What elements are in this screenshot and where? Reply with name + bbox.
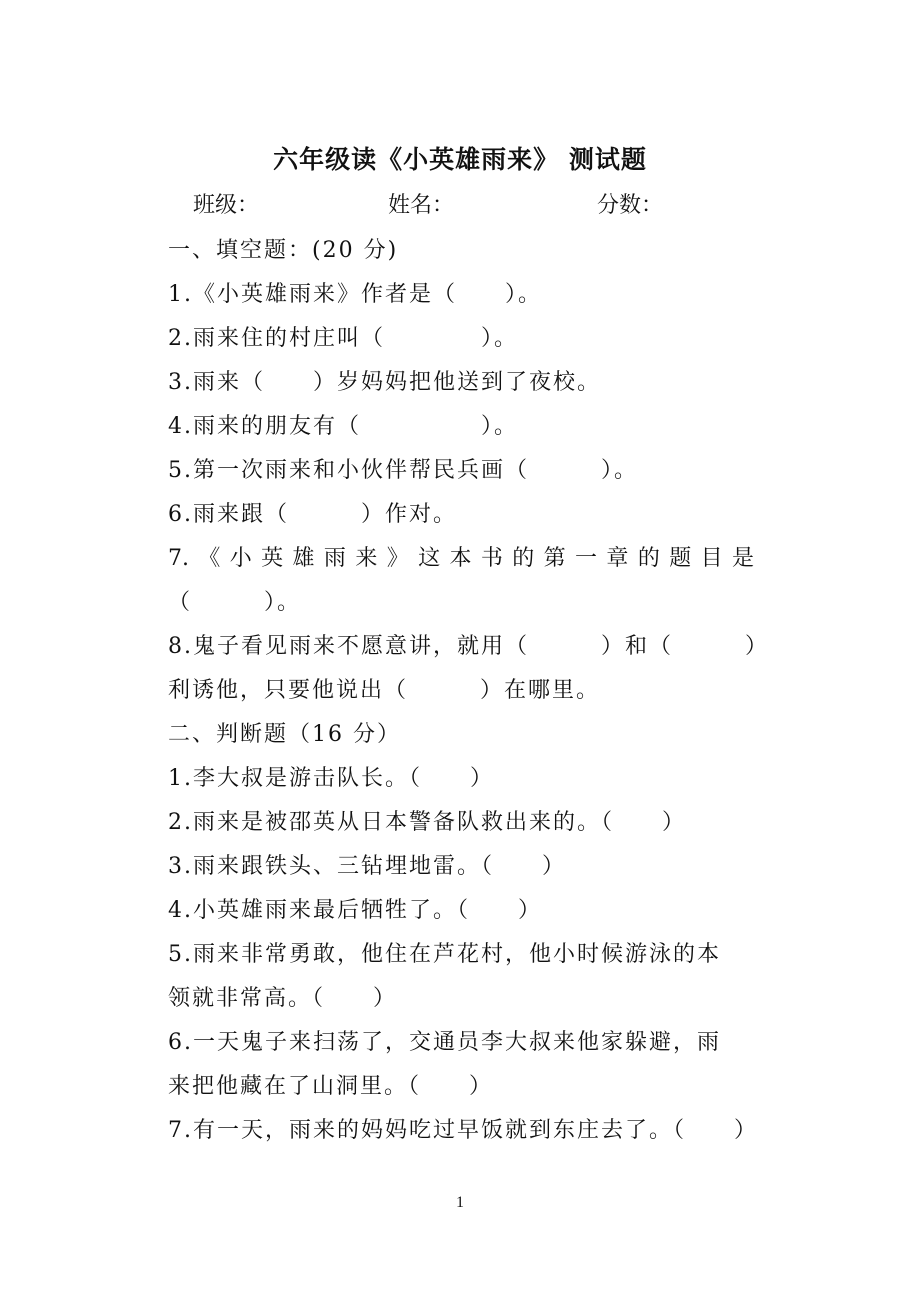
fill-question-7-continued: （ ）。 [168, 590, 302, 615]
judge-question-3: 3.雨来跟铁头、三钻埋地雷。（ ） [168, 854, 566, 879]
page-title: 六年级读《小英雄雨来》 测试题 [273, 145, 647, 174]
section-heading-true-false: 二、判断题（16 分） [168, 722, 401, 747]
name-label: 姓名： [388, 193, 455, 218]
fill-question-8: 8.鬼子看见雨来不愿意讲，就用（ ）和（ ） [168, 634, 769, 659]
judge-question-4: 4.小英雄雨来最后牺牲了。（ ） [168, 898, 542, 923]
class-label: 班级： [193, 193, 260, 218]
fill-question-7: 7.《小英雄雨来》这本书的第一章的题目是 [168, 546, 754, 571]
page-number: 1 [456, 1194, 464, 1211]
fill-question-6: 6.雨来跟（ ）作对。 [168, 502, 457, 527]
judge-question-1: 1.李大叔是游击队长。（ ） [168, 766, 494, 791]
judge-question-5: 5.雨来非常勇敢，他住在芦花村，他小时候游泳的本 [168, 942, 721, 967]
fill-question-4: 4.雨来的朋友有（ ）。 [168, 414, 518, 439]
fill-question-2: 2.雨来住的村庄叫（ ）。 [168, 326, 518, 351]
fill-question-1: 1.《小英雄雨来》作者是（ ）。 [168, 282, 542, 307]
fill-question-5: 5.第一次雨来和小伙伴帮民兵画（ ）。 [168, 458, 638, 483]
fill-question-3: 3.雨来（ ）岁妈妈把他送到了夜校。 [168, 370, 601, 395]
student-info-row [0, 188, 920, 222]
judge-question-6: 6.一天鬼子来扫荡了，交通员李大叔来他家躲避，雨 [168, 1030, 721, 1055]
judge-question-7: 7.有一天，雨来的妈妈吃过早饭就到东庄去了。（ ） [168, 1118, 758, 1143]
question-body [168, 229, 778, 1153]
judge-question-5-continued: 领就非常高。（ ） [168, 986, 398, 1011]
judge-question-6-continued: 来把他藏在了山洞里。（ ） [168, 1074, 494, 1099]
judge-question-2: 2.雨来是被邵英从日本警备队救出来的。（ ） [168, 810, 686, 835]
section-heading-fill-in: 一、填空题：(20 分) [168, 238, 399, 263]
fill-question-8-continued: 利诱他，只要他说出（ ）在哪里。 [168, 678, 601, 703]
score-label: 分数： [597, 193, 664, 218]
